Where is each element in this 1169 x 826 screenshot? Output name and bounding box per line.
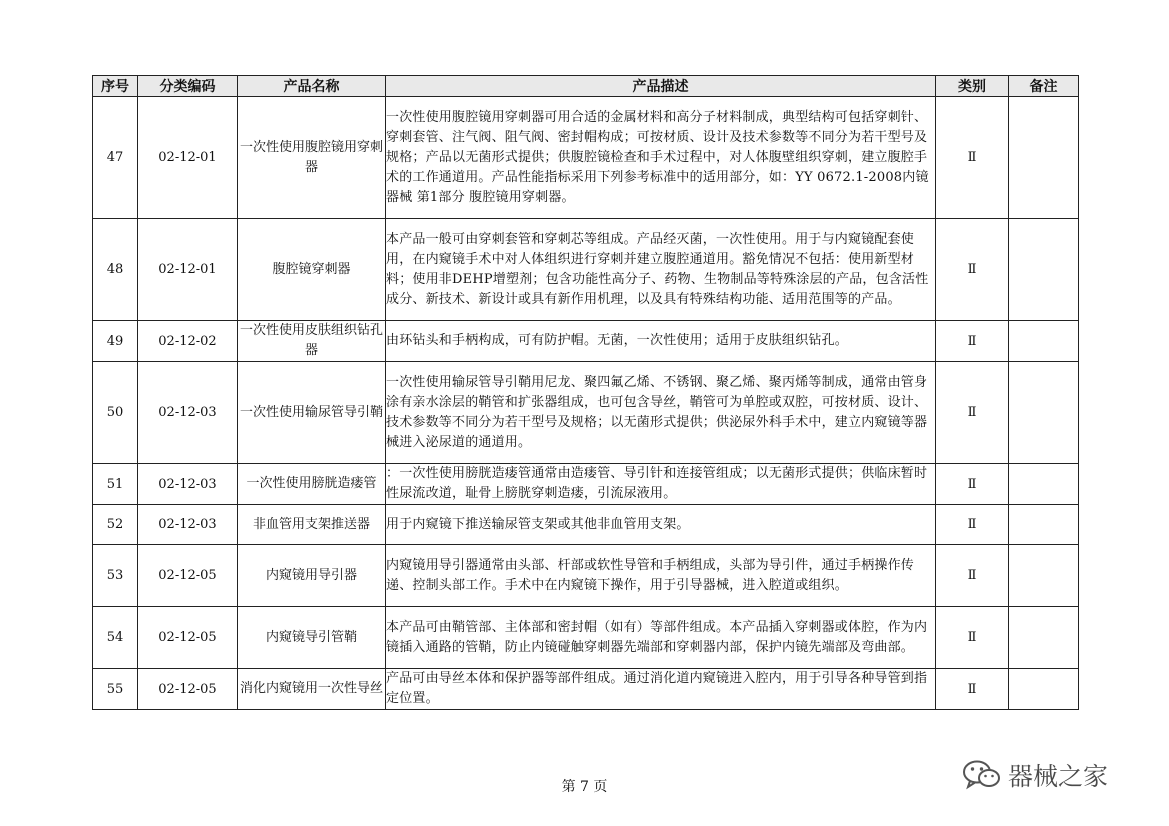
row-class: Ⅱ bbox=[936, 362, 1009, 464]
row-remark bbox=[1009, 97, 1079, 219]
row-name: 一次性使用腹腔镜用穿刺器 bbox=[238, 97, 386, 219]
row-name: 内窥镜导引管鞘 bbox=[238, 607, 386, 669]
row-desc: 本产品可由鞘管部、主体部和密封帽（如有）等部件组成。本产品插入穿刺器或体腔，作为内镜插入通路的管鞘，防止内镜碰触穿刺器先端部和穿刺器内部，保护内镜先端部及弯曲部。 bbox=[386, 607, 936, 669]
row-name: 一次性使用膀胱造瘘管 bbox=[238, 464, 386, 505]
row-class: Ⅱ bbox=[936, 97, 1009, 219]
row-code: 02-12-05 bbox=[138, 545, 238, 607]
row-code: 02-12-03 bbox=[138, 464, 238, 505]
row-remark bbox=[1009, 669, 1079, 710]
row-class: Ⅱ bbox=[936, 607, 1009, 669]
row-no: 55 bbox=[93, 669, 138, 710]
row-desc: 一次性使用输尿管导引鞘用尼龙、聚四氟乙烯、不锈钢、聚乙烯、聚丙烯等制成，通常由管身涂有亲水涂层的鞘管和扩张器组成，也可包含导丝，鞘管可为单腔或双腔，可按材质、设计、技术参数等不同分为若干型号及规格；以无菌形式提供；供泌尿外科手术中，建立内窥镜等器械进入泌尿道的通道用。 bbox=[386, 362, 936, 464]
row-remark bbox=[1009, 464, 1079, 505]
row-code: 02-12-01 bbox=[138, 219, 238, 321]
row-desc: 本产品一般可由穿刺套管和穿刺芯等组成。产品经灭菌，一次性使用。用于与内窥镜配套使用，在内窥镜手术中对人体组织进行穿刺并建立腹腔通道用。豁免情况不包括：使用新型材料；使用非DEHP增塑剂；包含功能性高分子、药物、生物制品等特殊涂层的产品，包含活性成分、新技术、新设计或具有新作用机理，以及具有特殊结构功能、适用范围等的产品。 bbox=[386, 219, 936, 321]
row-class: Ⅱ bbox=[936, 219, 1009, 321]
row-code: 02-12-03 bbox=[138, 505, 238, 545]
row-no: 47 bbox=[93, 97, 138, 219]
header-code: 分类编码 bbox=[138, 76, 238, 97]
row-name: 一次性使用输尿管导引鞘 bbox=[238, 362, 386, 464]
watermark bbox=[962, 755, 1142, 795]
header-no: 序号 bbox=[93, 76, 138, 97]
catalog-table bbox=[92, 75, 1079, 710]
row-no: 48 bbox=[93, 219, 138, 321]
row-code: 02-12-02 bbox=[138, 321, 238, 362]
row-name: 消化内窥镜用一次性导丝 bbox=[238, 669, 386, 710]
row-no: 52 bbox=[93, 505, 138, 545]
row-class: Ⅱ bbox=[936, 505, 1009, 545]
table-row bbox=[93, 97, 1079, 219]
row-class: Ⅱ bbox=[936, 669, 1009, 710]
table-row bbox=[93, 362, 1079, 464]
header-name: 产品名称 bbox=[238, 76, 386, 97]
row-desc: ：一次性使用膀胱造瘘管通常由造瘘管、导引针和连接管组成；以无菌形式提供；供临床暂时性尿流改道，耻骨上膀胱穿刺造瘘，引流尿液用。 bbox=[386, 464, 936, 505]
row-no: 53 bbox=[93, 545, 138, 607]
wechat-icon bbox=[962, 758, 1002, 792]
row-code: 02-12-05 bbox=[138, 669, 238, 710]
row-desc: 内窥镜用导引器通常由头部、杆部或软性导管和手柄组成，头部为导引件，通过手柄操作传递、控制头部工作。手术中在内窥镜下操作，用于引导器械，进入腔道或组织。 bbox=[386, 545, 936, 607]
row-remark bbox=[1009, 607, 1079, 669]
table-row bbox=[93, 321, 1079, 362]
row-name: 腹腔镜穿刺器 bbox=[238, 219, 386, 321]
row-remark bbox=[1009, 321, 1079, 362]
row-no: 51 bbox=[93, 464, 138, 505]
table-row bbox=[93, 219, 1079, 321]
table-row bbox=[93, 607, 1079, 669]
row-no: 50 bbox=[93, 362, 138, 464]
row-code: 02-12-01 bbox=[138, 97, 238, 219]
row-remark bbox=[1009, 505, 1079, 545]
header-row bbox=[93, 76, 1079, 97]
row-no: 54 bbox=[93, 607, 138, 669]
row-code: 02-12-05 bbox=[138, 607, 238, 669]
row-class: Ⅱ bbox=[936, 321, 1009, 362]
table-row bbox=[93, 505, 1079, 545]
row-desc: 一次性使用腹腔镜用穿刺器可用合适的金属材料和高分子材料制成，典型结构可包括穿刺针、穿刺套管、注气阀、阻气阀、密封帽构成；可按材质、设计及技术参数等不同分为若干型号及规格；产品以无菌形式提供；供腹腔镜检查和手术过程中，对人体腹壁组织穿刺，建立腹腔手术的工作通道用。产品性能指标采用下列参考标准中的适用部分，如：YY 0672.1-2008内镜器械 第1部分 腹腔镜用穿刺器。 bbox=[386, 97, 936, 219]
row-no: 49 bbox=[93, 321, 138, 362]
row-desc: 产品可由导丝本体和保护器等部件组成。通过消化道内窥镜进入腔内，用于引导各种导管到指定位置。 bbox=[386, 669, 936, 710]
row-class: Ⅱ bbox=[936, 464, 1009, 505]
row-name: 非血管用支架推送器 bbox=[238, 505, 386, 545]
row-class: Ⅱ bbox=[936, 545, 1009, 607]
table-row bbox=[93, 669, 1079, 710]
row-remark bbox=[1009, 545, 1079, 607]
row-code: 02-12-03 bbox=[138, 362, 238, 464]
table-row bbox=[93, 464, 1079, 505]
row-remark bbox=[1009, 219, 1079, 321]
row-desc: 用于内窥镜下推送输尿管支架或其他非血管用支架。 bbox=[386, 505, 936, 545]
row-remark bbox=[1009, 362, 1079, 464]
header-class: 类别 bbox=[936, 76, 1009, 97]
watermark-text: 器械之家 bbox=[1008, 762, 1109, 791]
row-desc: 由环钻头和手柄构成，可有防护帽。无菌，一次性使用；适用于皮肤组织钻孔。 bbox=[386, 321, 936, 362]
header-remark: 备注 bbox=[1009, 76, 1079, 97]
row-name: 一次性使用皮肤组织钻孔器 bbox=[238, 321, 386, 362]
header-desc: 产品描述 bbox=[386, 76, 936, 97]
page-number: 第 7 页 bbox=[561, 779, 608, 795]
row-name: 内窥镜用导引器 bbox=[238, 545, 386, 607]
table-row bbox=[93, 545, 1079, 607]
